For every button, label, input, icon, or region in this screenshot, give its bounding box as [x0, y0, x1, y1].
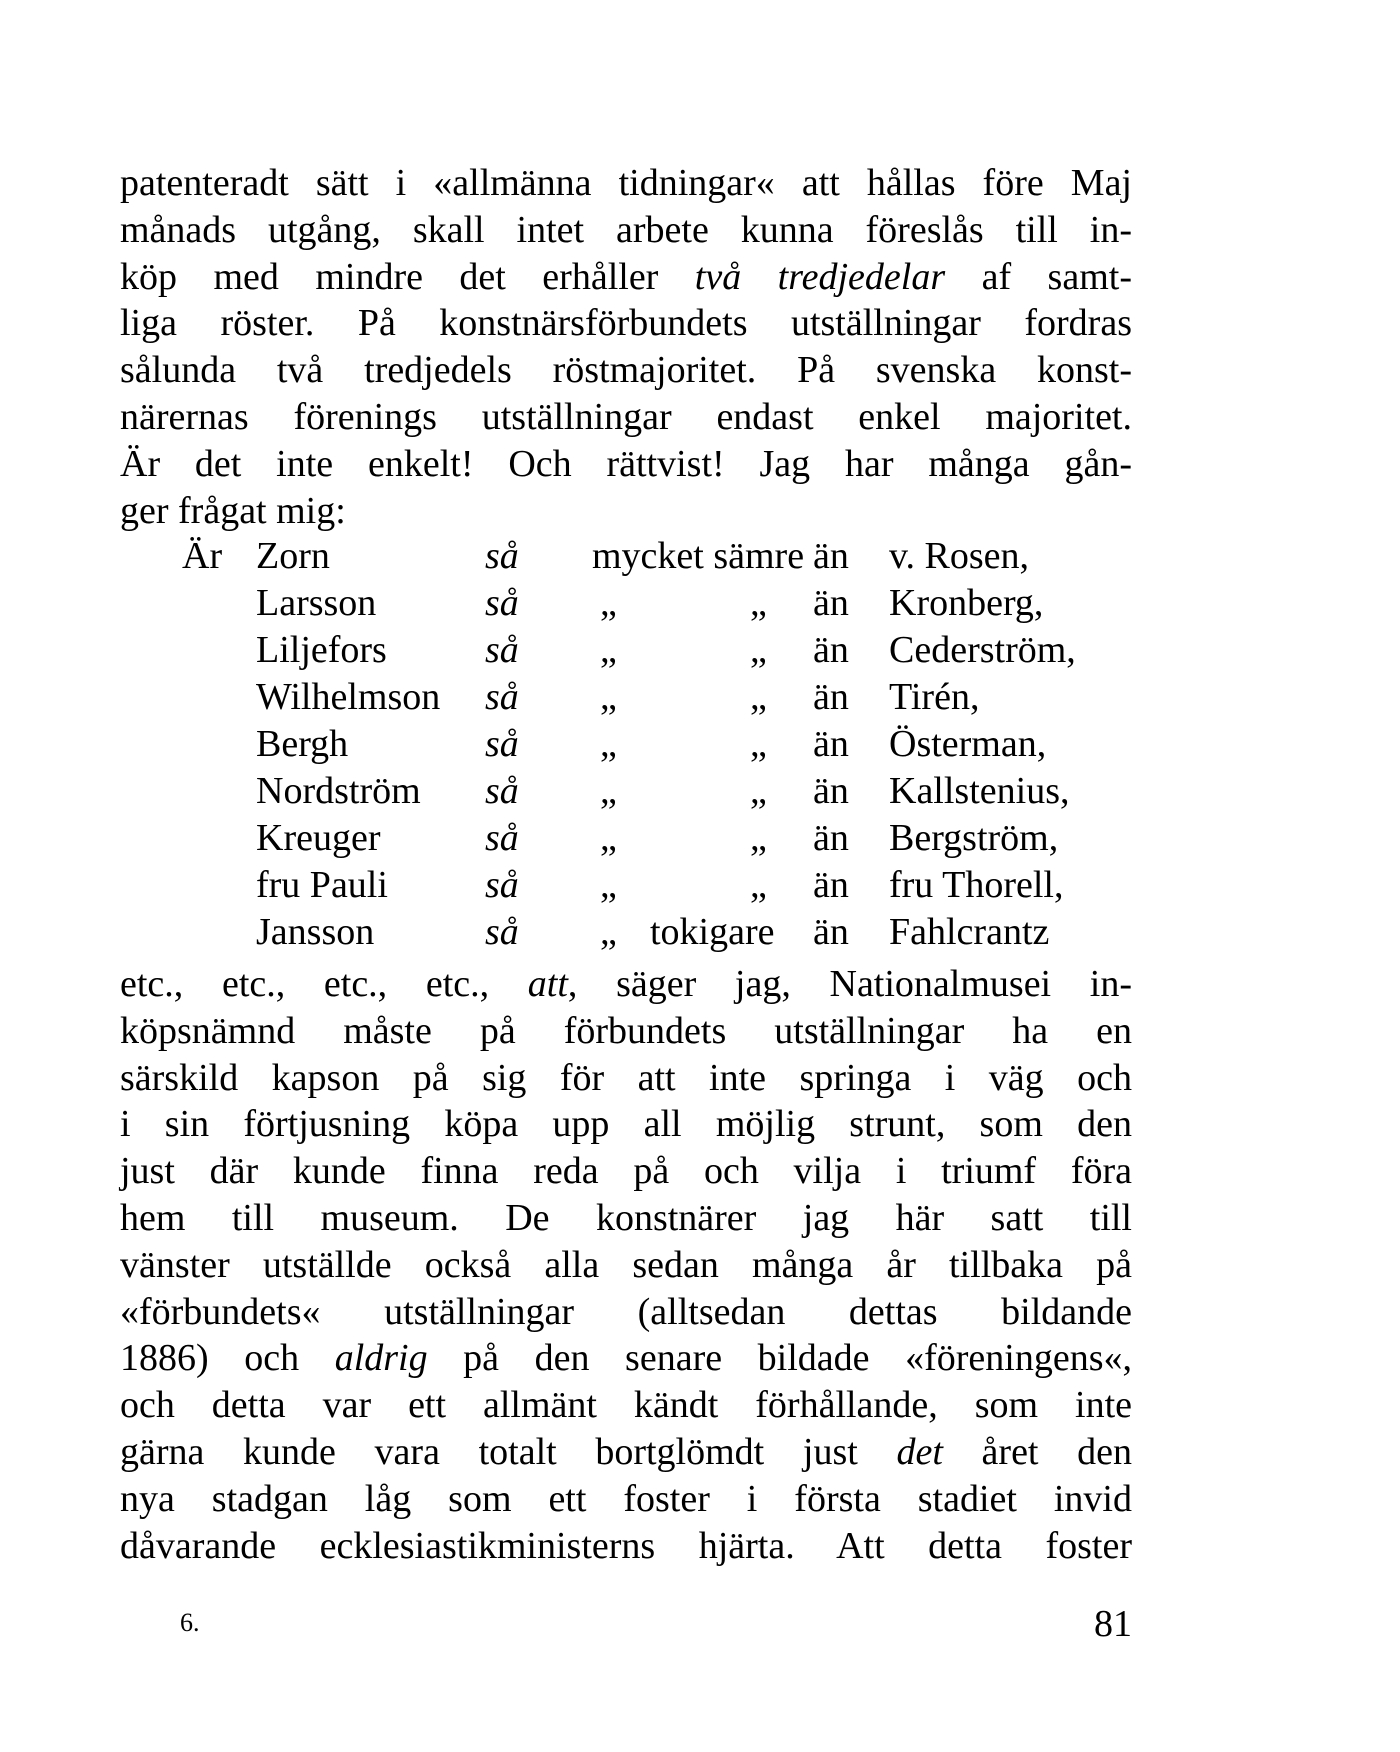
text-line: 1886) och aldrig på den senare bildade «föreningens«,: [120, 1337, 1132, 1380]
row-lead-word: Är: [182, 535, 223, 577]
comparison-word: så: [485, 582, 519, 624]
comparison-row: [120, 534, 1132, 581]
text-line: Är det inte enkelt! Och rättvist! Jag har många gån-: [120, 442, 1132, 485]
signature-mark: 6.: [180, 1608, 200, 1637]
comparison-word: så: [485, 864, 519, 906]
text-line: dåvarande ecklesiastikministerns hjärta. Att detta foster: [120, 1524, 1132, 1567]
bottom-paragraph: [120, 961, 1132, 1569]
artist-name: Kronberg,: [889, 582, 1044, 624]
artist-name: fru Pauli: [256, 864, 388, 906]
comparison-word: än: [813, 864, 849, 906]
ditto-mark: „: [750, 676, 767, 718]
text-line: månads utgång, skall intet arbete kunna föreslås till in-: [120, 208, 1132, 251]
ditto-mark: „: [750, 864, 767, 906]
ditto-mark: „: [600, 911, 617, 953]
italic-phrase: två tredjedelar: [694, 255, 946, 298]
comparison-word: än: [813, 535, 849, 577]
artist-name: Tirén,: [889, 676, 980, 718]
italic-word: det: [896, 1430, 943, 1473]
artist-name: Fahlcrantz: [889, 911, 1050, 953]
comparison-row: [120, 581, 1132, 628]
page-number: 81: [1094, 1603, 1132, 1645]
ditto-mark: „: [600, 629, 617, 671]
comparison-word: så: [485, 817, 519, 859]
ditto-mark: „: [750, 629, 767, 671]
ditto-mark: „: [600, 723, 617, 765]
ditto-mark: „: [600, 817, 617, 859]
ditto-mark: „: [750, 770, 767, 812]
artist-name: fru Thorell,: [889, 864, 1064, 906]
artist-name: Zorn: [256, 535, 330, 577]
page-footer: [120, 1602, 1132, 1650]
comparison-phrase: tokigare: [650, 911, 775, 953]
text-line: vänster utställde också alla sedan många år tillbaka på: [120, 1243, 1132, 1286]
comparison-list: [120, 534, 1132, 957]
comparison-row: [120, 628, 1132, 675]
comparison-word: så: [485, 770, 519, 812]
ditto-mark: „: [600, 582, 617, 624]
comparison-word: än: [813, 817, 849, 859]
text-line: närernas förenings utställningar endast enkel majoritet.: [120, 395, 1132, 438]
italic-word: aldrig: [334, 1337, 428, 1380]
text-line: köp med mindre det erhåller två tredjedelar af samt-: [120, 255, 1132, 298]
artist-name: Liljefors: [256, 629, 387, 671]
comparison-row: [120, 816, 1132, 863]
comparison-word: så: [485, 723, 519, 765]
comparison-word: än: [813, 676, 849, 718]
comparison-word: än: [813, 770, 849, 812]
comparison-row: [120, 863, 1132, 910]
text-line: i sin förtjusning köpa upp all möjlig strunt, som den: [120, 1103, 1132, 1146]
comparison-word: så: [485, 911, 519, 953]
artist-name: Jansson: [256, 911, 375, 953]
artist-name: Bergström,: [889, 817, 1059, 859]
text-line: patenteradt sätt i «allmänna tidningar« att hållas före Maj: [120, 162, 1132, 204]
artist-name: Kallstenius,: [889, 770, 1070, 812]
comparison-row: [120, 910, 1132, 957]
comparison-word: så: [485, 629, 519, 671]
text-line: sålunda två tredjedels röstmajoritet. På svenska konst-: [120, 349, 1132, 392]
comparison-row: [120, 722, 1132, 769]
top-paragraph: [120, 160, 1132, 534]
artist-name: Österman,: [889, 723, 1047, 765]
artist-name: Kreuger: [256, 817, 381, 859]
artist-name: v. Rosen,: [889, 535, 1030, 577]
ditto-mark: „: [600, 676, 617, 718]
ditto-mark: „: [600, 864, 617, 906]
ditto-mark: „: [750, 723, 767, 765]
text-line: ger frågat mig:: [120, 489, 346, 532]
comparison-word: än: [813, 723, 849, 765]
text-line: liga röster. På konstnärsförbundets utställningar fordras: [120, 302, 1132, 345]
text-line: etc., etc., etc., etc., att, säger jag, Nationalmusei in-: [120, 963, 1132, 1005]
text-line: «förbundets« utställningar (alltsedan dettas bildande: [120, 1290, 1132, 1333]
text-line: särskild kapson på sig för att inte springa i väg och: [120, 1056, 1132, 1099]
comparison-row: [120, 769, 1132, 816]
text-line: gärna kunde vara totalt bortglömdt just det året den: [120, 1430, 1133, 1473]
text-line: köpsnämnd måste på förbundets utställningar ha en: [120, 1009, 1132, 1052]
artist-name: Cederström,: [889, 629, 1076, 671]
ditto-mark: „: [600, 770, 617, 812]
comparison-word: än: [813, 911, 849, 953]
artist-name: Bergh: [256, 723, 349, 765]
text-line: nya stadgan låg som ett foster i första stadiet invid: [120, 1477, 1132, 1520]
text-line: och detta var ett allmänt kändt förhållande, som inte: [120, 1384, 1132, 1427]
italic-word: att: [527, 963, 568, 1005]
ditto-mark: „: [750, 582, 767, 624]
comparison-word: än: [813, 582, 849, 624]
text-line: hem till museum. De konstnärer jag här satt till: [120, 1196, 1132, 1239]
comparison-word: så: [485, 676, 519, 718]
ditto-mark: „: [750, 817, 767, 859]
comparison-phrase: mycket sämre: [592, 535, 805, 577]
comparison-word: än: [813, 629, 849, 671]
artist-name: Nordström: [256, 770, 421, 812]
comparison-row: [120, 675, 1132, 722]
artist-name: Larsson: [256, 582, 377, 624]
text-line: just där kunde finna reda på och vilja i triumf föra: [120, 1150, 1132, 1193]
comparison-word: så: [485, 535, 519, 577]
artist-name: Wilhelmson: [256, 676, 441, 718]
